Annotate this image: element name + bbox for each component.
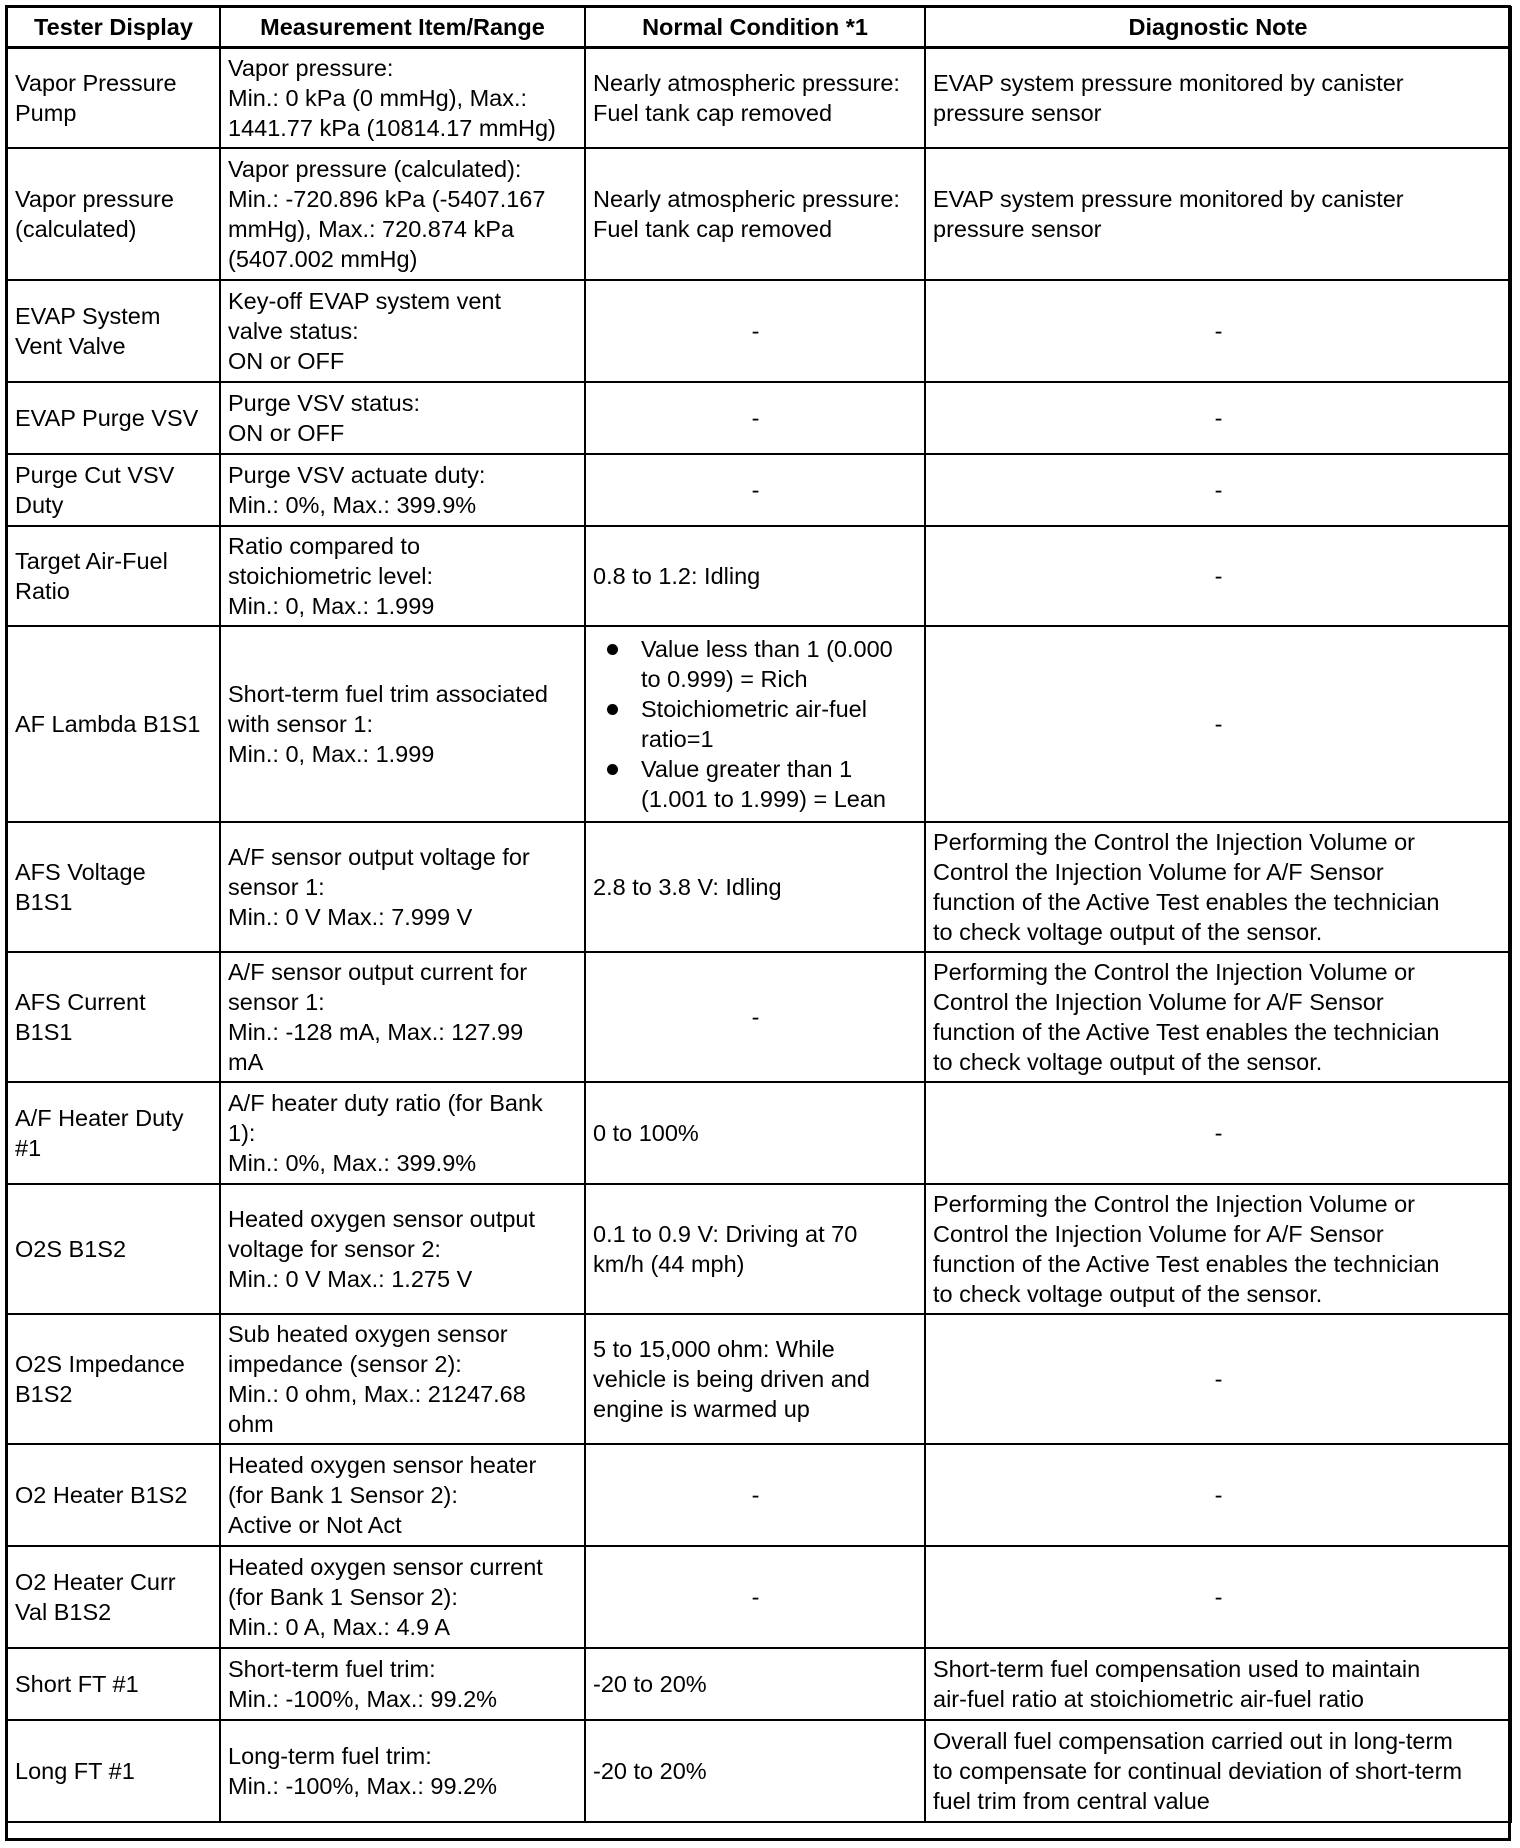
measurement-range-cell: [220, 382, 585, 454]
tester-display-cell: [7, 48, 220, 148]
normal-condition-cell-text: 0 to 100%: [593, 1119, 699, 1146]
measurement-range-cell-text: Key-off EVAP system vent valve status: ON or OFF: [228, 287, 501, 374]
normal-condition-cell: [585, 626, 925, 822]
measurement-range-cell-text: A/F heater duty ratio (for Bank 1): Min.: 0%, Max.: 399.9%: [228, 1089, 543, 1176]
normal-condition-cell-text: 2.8 to 3.8 V: Idling: [593, 873, 782, 900]
measurement-range-cell-text: Heated oxygen sensor heater (for Bank 1 Sensor 2): Active or Not Act: [228, 1451, 537, 1538]
normal-condition-cell: [585, 382, 925, 454]
tester-display-cell-text: A/F Heater Duty #1: [15, 1104, 184, 1161]
measurement-range-cell: [220, 1314, 585, 1444]
table-row: [7, 1648, 1511, 1720]
tester-display-cell-text: Vapor pressure (calculated): [15, 185, 174, 242]
normal-condition-cell-text: -: [751, 404, 760, 431]
measurement-range-cell-text: Heated oxygen sensor current (for Bank 1 Sensor 2): Min.: 0 A, Max.: 4.9 A: [228, 1553, 543, 1640]
diagnostic-note-cell-text: -: [1214, 476, 1223, 503]
normal-condition-cell-text: -: [751, 1583, 760, 1610]
measurement-range-cell: [220, 626, 585, 822]
measurement-range-cell: [220, 48, 585, 148]
tester-display-cell: [7, 1444, 220, 1546]
measurement-range-cell: [220, 280, 585, 382]
normal-condition-cell-text: 0.1 to 0.9 V: Driving at 70 km/h (44 mph): [593, 1220, 858, 1277]
diagnostic-note-cell: [925, 1648, 1511, 1720]
tester-display-cell: [7, 1546, 220, 1648]
table-row: [7, 1314, 1511, 1444]
measurement-range-cell-text: Ratio compared to stoichiometric level: Min.: 0, Max.: 1.999: [228, 532, 435, 619]
header-diagnostic-note: Diagnostic Note: [925, 7, 1511, 48]
diagnostic-note-cell-text: -: [1214, 404, 1223, 431]
normal-condition-cell-text: -: [751, 1481, 760, 1508]
data-list-table: [6, 6, 1512, 1823]
table-body: [7, 48, 1511, 1822]
measurement-range-cell-text: Heated oxygen sensor output voltage for sensor 2: Min.: 0 V Max.: 1.275 V: [228, 1205, 536, 1292]
measurement-range-cell: [220, 1184, 585, 1314]
tester-display-cell-text: AF Lambda B1S1: [15, 710, 201, 737]
condition-bullet-item: [593, 634, 918, 694]
measurement-range-cell-text: Sub heated oxygen sensor impedance (sensor 2): Min.: 0 ohm, Max.: 21247.68 ohm: [228, 1320, 526, 1437]
diagnostic-note-cell-text: -: [1214, 710, 1223, 737]
normal-condition-cell: [585, 952, 925, 1082]
diagnostic-note-cell-text: EVAP system pressure monitored by canister pressure sensor: [933, 69, 1404, 126]
condition-bullet-item: [593, 754, 918, 814]
bullet-icon: [607, 644, 618, 655]
diagnostic-note-cell-text: -: [1214, 1365, 1223, 1392]
tester-display-cell: [7, 952, 220, 1082]
diagnostic-note-cell-text: Performing the Control the Injection Volume or Control the Injection Volume for A/F Sensor function of the Active Test enables the technician to check voltage output of the sensor.: [933, 828, 1440, 945]
diagnostic-note-cell-text: Short-term fuel compensation used to maintain air-fuel ratio at stoichiometric air-fuel ratio: [933, 1655, 1421, 1712]
measurement-range-cell: [220, 454, 585, 526]
tester-display-cell-text: O2 Heater Curr Val B1S2: [15, 1568, 176, 1625]
normal-condition-cell-text: -20 to 20%: [593, 1757, 707, 1784]
header-tester-display: Tester Display: [7, 7, 220, 48]
bullet-icon: [607, 764, 618, 775]
measurement-range-cell: [220, 1444, 585, 1546]
measurement-range-cell: [220, 1648, 585, 1720]
tester-display-cell-text: AFS Voltage B1S1: [15, 858, 146, 915]
diagnostic-note-cell-text: EVAP system pressure monitored by canister pressure sensor: [933, 185, 1404, 242]
normal-condition-cell: [585, 1314, 925, 1444]
diagnostic-note-cell: [925, 626, 1511, 822]
diagnostic-note-cell: [925, 526, 1511, 626]
tester-display-cell: [7, 1184, 220, 1314]
diagnostic-note-cell-text: Overall fuel compensation carried out in long-term to compensate for continual deviation of short-term fuel trim from central value: [933, 1727, 1463, 1814]
normal-condition-cell: [585, 148, 925, 280]
condition-bullet-text: Stoichiometric air-fuel ratio=1: [641, 695, 867, 752]
tester-display-cell: [7, 454, 220, 526]
measurement-range-cell-text: Short-term fuel trim: Min.: -100%, Max.: 99.2%: [228, 1655, 498, 1712]
diagnostic-note-cell: [925, 822, 1511, 952]
measurement-range-cell-text: Vapor pressure: Min.: 0 kPa (0 mmHg), Max.: 1441.77 kPa (10814.17 mmHg): [228, 54, 556, 141]
diagnostic-note-cell: [925, 1720, 1511, 1822]
tester-display-cell-text: Short FT #1: [15, 1670, 139, 1697]
normal-condition-cell-text: -20 to 20%: [593, 1670, 707, 1697]
normal-condition-cell: [585, 1444, 925, 1546]
diagnostic-note-cell-text: -: [1214, 317, 1223, 344]
condition-bullet-text: Value less than 1 (0.000 to 0.999) = Rich: [641, 635, 893, 692]
table-row: [7, 952, 1511, 1082]
tester-display-cell-text: EVAP System Vent Valve: [15, 302, 161, 359]
diagnostic-note-cell-text: -: [1214, 562, 1223, 589]
table-row: [7, 822, 1511, 952]
diagnostic-note-cell: [925, 280, 1511, 382]
normal-condition-cell: [585, 48, 925, 148]
diagnostic-note-cell-text: Performing the Control the Injection Volume or Control the Injection Volume for A/F Sensor function of the Active Test enables the technician to check voltage output of the sensor.: [933, 1190, 1440, 1307]
diagnostic-note-cell-text: -: [1214, 1583, 1223, 1610]
measurement-range-cell: [220, 1720, 585, 1822]
diagnostic-note-cell: [925, 382, 1511, 454]
table-row: [7, 280, 1511, 382]
normal-condition-cell-text: -: [751, 317, 760, 344]
normal-condition-cell: [585, 1184, 925, 1314]
table-row: [7, 1184, 1511, 1314]
normal-condition-cell: [585, 280, 925, 382]
tester-display-cell: [7, 822, 220, 952]
table-header-row: [7, 7, 1511, 48]
header-measurement-item: Measurement Item/Range: [220, 7, 585, 48]
table-row: [7, 1444, 1511, 1546]
table-row: [7, 48, 1511, 148]
normal-condition-cell: [585, 822, 925, 952]
tester-display-cell-text: Purge Cut VSV Duty: [15, 461, 175, 518]
bullet-icon: [607, 704, 618, 715]
normal-condition-cell: [585, 1546, 925, 1648]
diagnostic-note-cell: [925, 454, 1511, 526]
condition-bullet-list: [593, 634, 918, 814]
normal-condition-cell: [585, 1082, 925, 1184]
table-row: [7, 1720, 1511, 1822]
normal-condition-cell: [585, 1648, 925, 1720]
diagnostic-note-cell: [925, 952, 1511, 1082]
normal-condition-cell: [585, 1720, 925, 1822]
normal-condition-cell: [585, 454, 925, 526]
tester-display-cell: [7, 1314, 220, 1444]
diagnostic-note-cell: [925, 1314, 1511, 1444]
table-row: [7, 626, 1511, 822]
measurement-range-cell: [220, 822, 585, 952]
diagnostic-note-cell: [925, 148, 1511, 280]
table-row: [7, 1546, 1511, 1648]
table-row: [7, 526, 1511, 626]
table-row: [7, 382, 1511, 454]
diagnostic-note-cell: [925, 1184, 1511, 1314]
header-normal-condition: Normal Condition *1: [585, 7, 925, 48]
normal-condition-cell-text: Nearly atmospheric pressure: Fuel tank cap removed: [593, 69, 900, 126]
tester-display-cell-text: O2 Heater B1S2: [15, 1481, 188, 1508]
condition-bullet-item: [593, 694, 918, 754]
diagnostic-note-cell-text: -: [1214, 1119, 1223, 1146]
measurement-range-cell-text: Purge VSV actuate duty: Min.: 0%, Max.: 399.9%: [228, 461, 486, 518]
tester-display-cell: [7, 1720, 220, 1822]
measurement-range-cell-text: Vapor pressure (calculated): Min.: -720.896 kPa (-5407.167 mmHg), Max.: 720.874 kPa (5407.002 mmHg): [228, 155, 546, 272]
measurement-range-cell-text: Long-term fuel trim: Min.: -100%, Max.: 99.2%: [228, 1742, 498, 1799]
normal-condition-cell-text: 0.8 to 1.2: Idling: [593, 562, 761, 589]
tester-display-cell: [7, 382, 220, 454]
tester-display-cell-text: EVAP Purge VSV: [15, 404, 199, 431]
measurement-range-cell-text: A/F sensor output current for sensor 1: Min.: -128 mA, Max.: 127.99 mA: [228, 958, 528, 1075]
diagnostic-note-cell-text: Performing the Control the Injection Volume or Control the Injection Volume for A/F Sensor function of the Active Test enables the technician to check voltage output of the sensor.: [933, 958, 1440, 1075]
table-row: [7, 1082, 1511, 1184]
diagnostic-note-cell: [925, 48, 1511, 148]
measurement-range-cell-text: Short-term fuel trim associated with sensor 1: Min.: 0, Max.: 1.999: [228, 680, 548, 767]
tester-display-cell-text: O2S B1S2: [15, 1235, 127, 1262]
normal-condition-cell-text: Nearly atmospheric pressure: Fuel tank cap removed: [593, 185, 900, 242]
tester-display-cell: [7, 148, 220, 280]
normal-condition-cell: [585, 526, 925, 626]
measurement-range-cell: [220, 148, 585, 280]
measurement-range-cell-text: A/F sensor output voltage for sensor 1: Min.: 0 V Max.: 7.999 V: [228, 843, 530, 930]
tester-display-cell: [7, 526, 220, 626]
measurement-range-cell: [220, 952, 585, 1082]
measurement-range-cell-text: Purge VSV status: ON or OFF: [228, 389, 421, 446]
tester-display-cell-text: Target Air-Fuel Ratio: [15, 547, 168, 604]
tester-display-cell-text: Long FT #1: [15, 1757, 135, 1784]
diagnostic-note-cell: [925, 1082, 1511, 1184]
tester-display-cell-text: Vapor Pressure Pump: [15, 69, 177, 126]
tester-display-cell: [7, 626, 220, 822]
tester-display-cell-text: O2S Impedance B1S2: [15, 1350, 185, 1407]
diagnostic-note-cell: [925, 1546, 1511, 1648]
table-row: [7, 454, 1511, 526]
measurement-range-cell: [220, 1546, 585, 1648]
measurement-range-cell: [220, 1082, 585, 1184]
normal-condition-cell-text: -: [751, 476, 760, 503]
tester-display-cell: [7, 1082, 220, 1184]
measurement-range-cell: [220, 526, 585, 626]
diagnostic-note-cell: [925, 1444, 1511, 1546]
tester-display-cell: [7, 1648, 220, 1720]
table-row: [7, 148, 1511, 280]
condition-bullet-text: Value greater than 1 (1.001 to 1.999) = Lean: [641, 755, 886, 812]
tester-display-cell: [7, 280, 220, 382]
tester-display-cell-text: AFS Current B1S1: [15, 988, 146, 1045]
diagnostic-note-cell-text: -: [1214, 1481, 1223, 1508]
normal-condition-cell-text: -: [751, 1003, 760, 1030]
normal-condition-cell-text: 5 to 15,000 ohm: While vehicle is being driven and engine is warmed up: [593, 1335, 870, 1422]
